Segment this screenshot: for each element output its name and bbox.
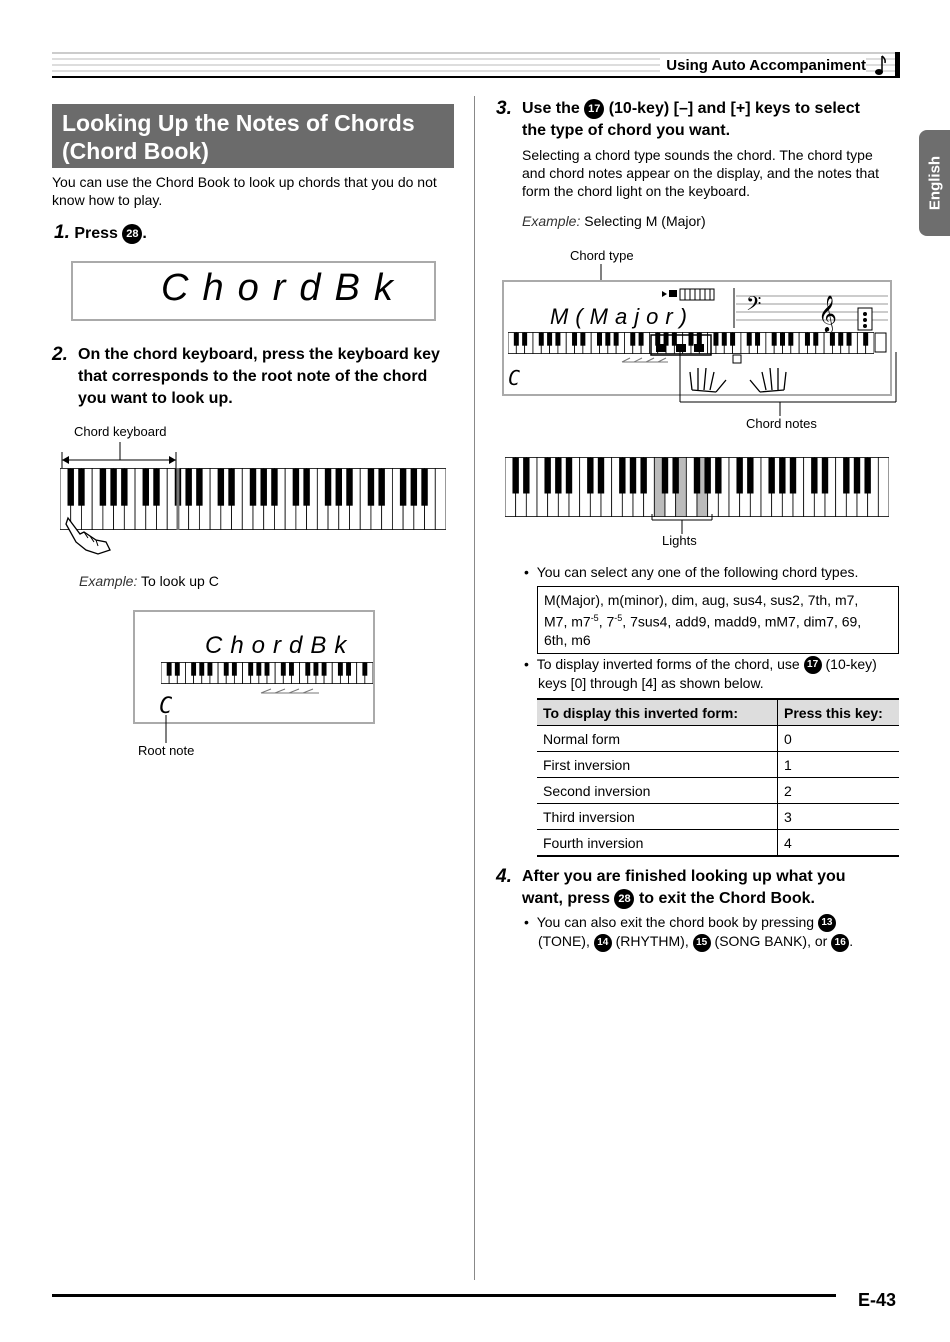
black-key [672,458,678,494]
table-row: Fourth inversion 4 [537,830,899,857]
black-key [813,333,818,346]
lights-bracket [650,514,714,534]
key-28-icon: 28 [122,224,142,244]
white-key [878,458,889,517]
black-key [378,469,384,506]
svg-text:𝄞: 𝄞 [818,294,837,332]
black-key [597,333,602,346]
black-key [715,458,721,494]
black-key [630,333,635,346]
black-key [713,333,718,346]
black-key [847,333,852,346]
black-key [662,458,668,494]
footer-rule [52,1294,836,1297]
black-key [730,333,735,346]
black-key [704,458,710,494]
black-key [191,663,196,676]
black-key [572,333,577,346]
black-key [224,663,229,676]
black-key [289,663,294,676]
black-key [811,458,817,494]
black-key [400,469,406,506]
black-key [544,458,550,494]
black-key [346,469,352,506]
lcd-segment-dashes [259,688,321,694]
black-key [772,333,777,346]
section-title-line2: (Chord Book) [62,138,209,164]
black-key [362,663,367,676]
language-tab: English [919,130,950,236]
lcd-display-2: ChordBk C [133,610,375,724]
black-key [110,469,116,506]
bullet-chord-types: • You can select any one of the following chord types. [524,564,859,580]
black-key [271,469,277,506]
black-key [640,458,646,494]
white-key [435,469,446,530]
black-key [747,333,752,346]
lcd-staff [730,284,888,332]
table-row: Second inversion 2 [537,778,899,804]
black-key [539,333,544,346]
black-key [614,333,619,346]
black-key [566,458,572,494]
key-16-icon: 16 [831,934,849,952]
inversion-table [537,698,899,857]
black-key [153,469,159,506]
black-key [261,469,267,506]
key-14-icon: 14 [594,934,612,952]
black-key [256,663,261,676]
black-key [421,469,427,506]
black-key [232,663,237,676]
black-key [523,458,529,494]
table-row: Normal form 0 [537,726,899,752]
black-key [598,458,604,494]
black-key [863,333,868,346]
black-key [78,469,84,506]
black-key [305,663,310,676]
header-title: Using Auto Accompaniment [660,57,866,74]
black-key [293,469,299,506]
black-key [755,333,760,346]
black-key [864,458,870,494]
key-17-icon: 17 [804,656,822,674]
music-note-icon [874,54,888,76]
keyboard-split-marker [176,468,179,530]
lcd-root-note: C [159,694,173,719]
black-key [547,333,552,346]
black-key [338,663,343,676]
black-key [250,469,256,506]
bullet-inverted-forms: • To display inverted forms of the chord, use 17 (10-key) keys [0] through [4] as shown below. [524,656,877,692]
black-key [522,333,527,346]
page-number: E-43 [858,1290,897,1310]
section-title-line1: Looking Up the Notes of Chords [62,110,415,136]
black-key [805,333,810,346]
black-key [368,469,374,506]
chord-notes-label: Chord notes [746,416,817,431]
black-key [514,333,519,346]
black-key [555,458,561,494]
black-key [838,333,843,346]
lcd-mini-keyboard [161,662,373,684]
key-13-icon: 13 [818,914,836,932]
chord-keyboard-range-arrow [60,442,180,468]
black-key [196,469,202,506]
black-key [694,458,700,494]
chord-notes-bracket [678,352,900,416]
black-key [587,458,593,494]
key-17-icon: 17 [584,99,604,119]
black-key [325,469,331,506]
piano-keyboard-lights [505,457,889,517]
black-key [336,469,342,506]
black-key [281,663,286,676]
section-title-banner [52,104,454,168]
black-key [167,663,172,676]
black-key [207,663,212,676]
black-key [830,333,835,346]
black-key [228,469,234,506]
black-key [303,469,309,506]
lcd-display-1: ChordBk [71,261,436,321]
svg-text:𝄢: 𝄢 [746,292,762,320]
chord-types-box: M(Major), m(minor), dim, aug, sus4, sus2, 7th, m7, M7, $m7^{-5}$, $7^{-5}$, 7sus4, add9, madd9, mM7, dim7, 69, 6th, m6 [537,586,899,654]
black-key [185,469,191,506]
table-row: First inversion 1 [537,752,899,778]
black-key [639,333,644,346]
black-key [313,663,318,676]
black-key [121,469,127,506]
table-row: Third inversion 3 [537,804,899,830]
example-2: Example: Selecting M (Major) [522,213,706,229]
black-key [722,333,727,346]
black-key [788,333,793,346]
intro-text: You can use the Chord Book to look up chords that you do not know how to play. [52,174,437,208]
root-note-pointer [164,715,168,743]
black-key [843,458,849,494]
lcd-segment-dashes-3 [620,356,670,364]
chord-type-label: Chord type [570,248,634,263]
column-divider [474,96,475,1280]
black-key [68,469,74,506]
lcd-status-icons [660,287,716,301]
pointing-hand-icon [62,516,114,556]
table-header-row: To display this inverted form: Press this key: [537,699,899,726]
lights-label: Lights [662,533,697,548]
black-key [605,333,610,346]
black-key [619,458,625,494]
key-28-icon: 28 [614,889,634,909]
black-key [768,458,774,494]
black-key [630,458,636,494]
piano-keyboard-1 [60,468,446,530]
root-note-label: Root note [138,743,195,758]
black-key [747,458,753,494]
black-key [580,333,585,346]
black-key [322,663,327,676]
chord-keyboard-label: Chord keyboard [74,424,167,439]
black-key [790,458,796,494]
black-key [100,469,106,506]
black-key [218,469,224,506]
key-15-icon: 15 [693,934,711,952]
black-key [199,663,204,676]
black-key [779,458,785,494]
black-key [512,458,518,494]
black-key [411,469,417,506]
lcd-root-note-3: C [508,366,521,390]
black-key [265,663,270,676]
lcd-keyboard-endcap [874,332,888,354]
black-key [248,663,253,676]
example-1: Example: To look up C [79,573,219,589]
black-key [555,333,560,346]
black-key [175,663,180,676]
black-key [736,458,742,494]
black-key [854,458,860,494]
black-key [346,663,351,676]
black-key [143,469,149,506]
step-1: 1. Press 28 . [54,222,147,243]
lcd-display-3: M(Major) 𝄢 𝄞 C [502,280,892,396]
black-key [780,333,785,346]
black-key [822,458,828,494]
